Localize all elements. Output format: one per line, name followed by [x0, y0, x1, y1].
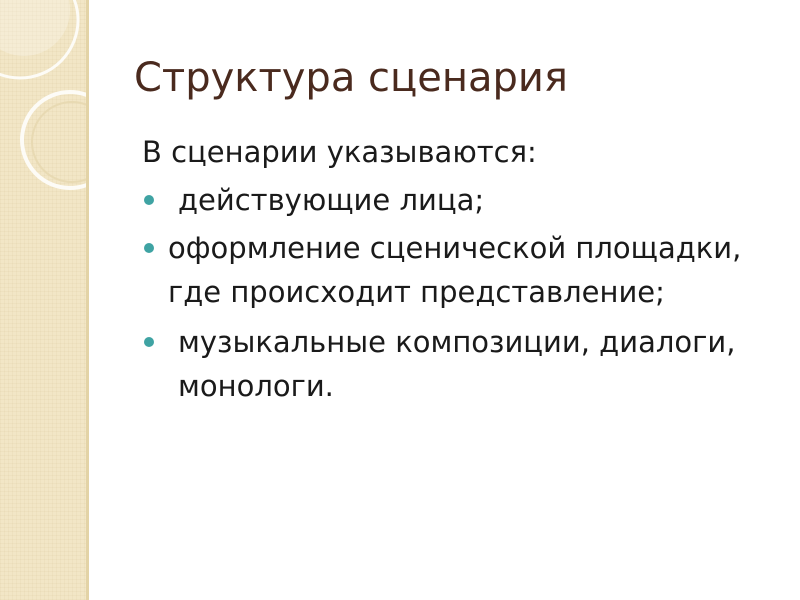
intro-text: В сценарии указываются: — [142, 135, 537, 169]
list-item — [142, 320, 762, 408]
decorative-rings — [0, 0, 86, 600]
bullet-dot-icon — [144, 195, 154, 205]
side-panel-border — [86, 0, 89, 600]
list-item — [142, 178, 762, 222]
decorative-side-panel — [0, 0, 86, 600]
slide-body — [142, 130, 762, 408]
slide-title: Структура сценария — [134, 55, 568, 101]
bullet-dot-icon — [144, 337, 154, 347]
list-item-text: музыкальные композиции, диалоги, монологи. — [178, 325, 736, 403]
list-item-text: действующие лица; — [178, 183, 485, 217]
list-item — [142, 226, 762, 314]
list-item-text: оформление сценической площадки, где происходит представление; — [168, 231, 742, 309]
bullet-dot-icon — [144, 243, 154, 253]
